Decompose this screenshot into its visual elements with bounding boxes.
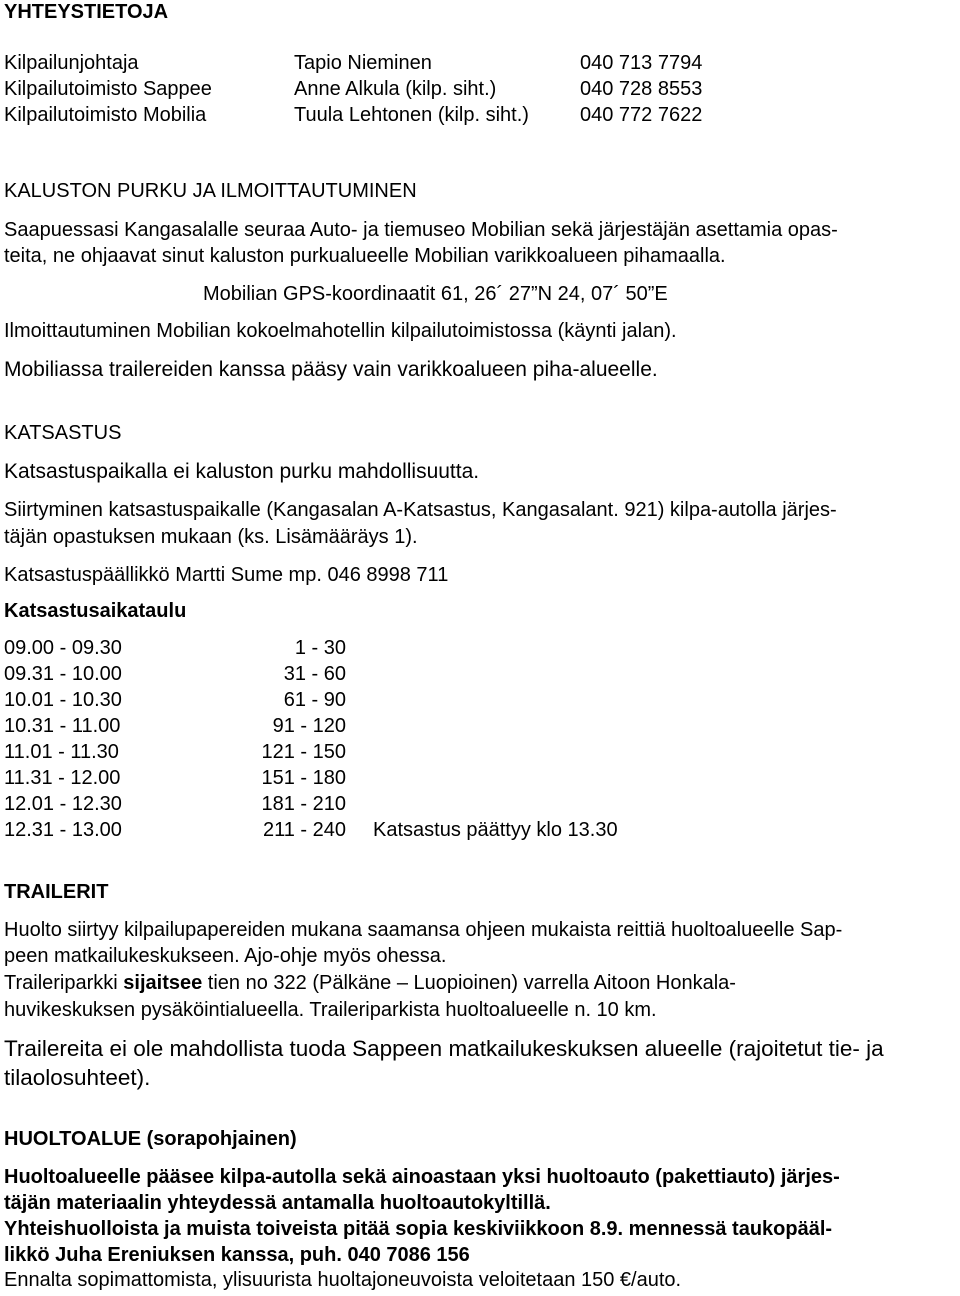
contacts-heading: YHTEYSTIETOJA — [4, 1, 169, 23]
trailer-restriction-line: Trailereita ei ole mahdollista tuoda Sappeen matkailukeskuksen alueelle (rajoitetut tie- ja — [4, 1036, 884, 1061]
schedule-time: 10.31 - 11.00 — [4, 715, 121, 737]
service-area-rule-line: Yhteishuolloista ja muista toiveista pitää sopia keskiviikkoon 8.9. mennessä taukopääl- — [4, 1218, 833, 1240]
schedule-range: 121 - 150 — [261, 741, 346, 763]
oversize-vehicle-fee: Ennalta sopimattomista, ylisuurista huoltajoneuvoista veloitetaan 150 €/auto. — [4, 1269, 682, 1291]
inspection-schedule-heading: Katsastusaikataulu — [4, 600, 187, 622]
trailer-park-line: huvikeskuksen pysäköintialueella. Traileriparkista huoltoalueelle n. 10 km. — [4, 999, 657, 1021]
trailer-access-note: Mobiliassa trailereiden kanssa pääsy vain varikkoalueen piha-alueelle. — [4, 358, 658, 381]
contact-name: Anne Alkula (kilp. siht.) — [294, 78, 497, 100]
contact-phone: 040 772 7622 — [580, 104, 703, 126]
schedule-range: 181 - 210 — [261, 793, 346, 815]
service-area-rule-line: Huoltoalueelle pääsee kilpa-autolla sekä ainoastaan yksi huoltoauto (pakettiauto) järjes- — [4, 1166, 840, 1188]
contact-role: Kilpailunjohtaja — [4, 52, 139, 74]
trailer-park-text: tien no 322 (Pälkäne – Luopioinen) varrella Aitoon Honkala- — [202, 972, 736, 994]
schedule-range: 91 - 120 — [272, 715, 346, 737]
schedule-range: 31 - 60 — [283, 663, 346, 685]
unloading-heading: KALUSTON PURKU JA ILMOITTAUTUMINEN — [4, 180, 417, 202]
contact-role: Kilpailutoimisto Mobilia — [4, 104, 207, 126]
inspection-no-unloading: Katsastuspaikalla ei kaluston purku mahdollisuutta. — [4, 460, 480, 483]
unloading-paragraph-line: Saapuessasi Kangasalalle seuraa Auto- ja tiemuseo Mobilian sekä järjestäjän asettamia opas- — [4, 219, 838, 241]
schedule-time: 09.00 - 09.30 — [4, 637, 122, 659]
schedule-time: 11.31 - 12.00 — [4, 767, 121, 789]
inspection-transfer-line: täjän opastuksen mukaan (ks. Lisämääräys 1). — [4, 526, 418, 548]
schedule-time: 12.01 - 12.30 — [4, 793, 122, 815]
contact-row — [4, 79, 944, 99]
trailer-park-located: sijaitsee — [123, 972, 203, 994]
trailer-restriction-line: tilaolosuhteet). — [4, 1065, 151, 1090]
service-route-line: peen matkailukeskukseen. Ajo-ohje myös ohessa. — [4, 945, 447, 967]
inspection-heading: KATSASTUS — [4, 422, 122, 444]
registration-info: Ilmoittautuminen Mobilian kokoelmahotellin kilpailutoimistossa (käynti jalan). — [4, 320, 677, 342]
schedule-range: 61 - 90 — [283, 689, 346, 711]
service-area-heading: HUOLTOALUE (sorapohjainen) — [4, 1128, 297, 1150]
contact-row — [4, 105, 944, 125]
schedule-time: 10.01 - 10.30 — [4, 689, 122, 711]
service-route-line: Huolto siirtyy kilpailupapereiden mukana saamansa ohjeen mukaista reittiä huoltoalueelle Sap- — [4, 919, 843, 941]
service-area-rule-line: likkö Juha Ereniuksen kanssa, puh. 040 7086 156 — [4, 1244, 470, 1266]
trailer-park-line — [4, 973, 736, 993]
schedule-time: 12.31 - 13.00 — [4, 819, 122, 841]
contact-row — [4, 53, 944, 73]
inspection-chief: Katsastuspäällikkö Martti Sume mp. 046 8998 711 — [4, 564, 449, 586]
unloading-paragraph-line: teita, ne ohjaavat sinut kaluston purkualueelle Mobilian varikkoalueen pihamaalla. — [4, 245, 726, 267]
schedule-time: 09.31 - 10.00 — [4, 663, 122, 685]
schedule-range: 211 - 240 — [262, 819, 346, 841]
schedule-time: 11.01 - 11.30 — [4, 741, 119, 763]
service-area-rule-line: täjän materiaalin yhteydessä antamalla huoltoautokyltillä. — [4, 1192, 551, 1214]
schedule-range: 1 - 30 — [294, 637, 346, 659]
trailer-park-text: Traileriparkki — [4, 972, 124, 994]
schedule-end-note: Katsastus päättyy klo 13.30 — [373, 819, 618, 841]
contact-name: Tapio Nieminen — [294, 52, 432, 74]
gps-coordinates: Mobilian GPS-koordinaatit 61, 26´ 27”N 24, 07´ 50”E — [203, 283, 668, 305]
contact-phone: 040 728 8553 — [580, 78, 703, 100]
contact-role: Kilpailutoimisto Sappee — [4, 78, 212, 100]
contact-name: Tuula Lehtonen (kilp. siht.) — [294, 104, 529, 126]
schedule-range: 151 - 180 — [261, 767, 346, 789]
inspection-transfer-line: Siirtyminen katsastuspaikalle (Kangasalan A-Katsastus, Kangasalant. 921) kilpa-autolla järjes- — [4, 499, 837, 521]
trailers-heading: TRAILERIT — [4, 881, 109, 903]
contact-phone: 040 713 7794 — [580, 52, 703, 74]
